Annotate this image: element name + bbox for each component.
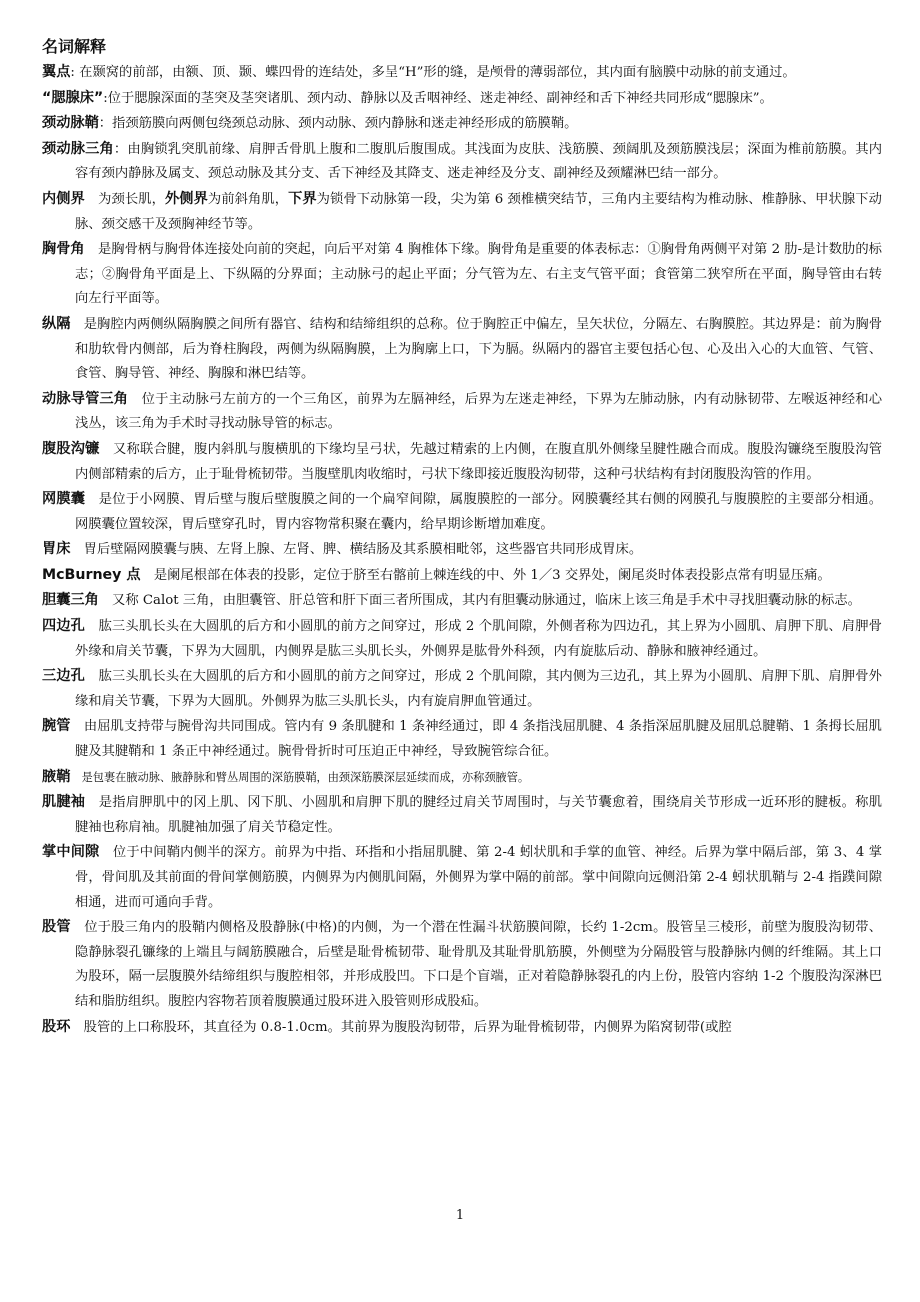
definition-entry xyxy=(42,915,882,1014)
term: 胆囊三角 xyxy=(42,592,99,609)
definition-text: : 在颞窝的前部，由额、顶、颞、蝶四骨的连结处，多呈“H”形的缝，是颅骨的薄弱部位，其内面有脑膜中动脉的前支通过。 xyxy=(70,65,796,80)
definition-text: 是包裹在腋动脉、腋静脉和臂丛周围的深筋膜鞘，由颈深筋膜深层延续而成，亦称颈腋管。 xyxy=(70,770,530,784)
definition-text: 位于股三角内的股鞘内侧格及股静脉(中格)的内侧，为一个潜在性漏斗状筋膜间隙，长约 1-2cm。股管呈三棱形，前壁为腹股沟韧带、隐静脉裂孔镰缘的上端且与阔筋膜融合，后壁是耻骨梳韧带、耻骨肌及其耻骨肌筋膜，外侧壁为分隔股管与股静脉内侧的纤维隔。其上口为股环，隔一层腹膜外结缔组织与腹腔相邻，并形成股凹。下口是个盲端，正对着隐静脉裂孔的内上份，股管内容纳 1-2 个腹股沟深淋巴结和脂肪组织。腹腔内容物若顶着腹膜通过股环进入股管则形成股疝。 xyxy=(70,920,882,1009)
definition-text: 又称 Calot 三角，由胆囊管、肝总管和肝下面三者所围成，其内有胆囊动脉通过，临床上该三角是手术中寻找胆囊动脉的标志。 xyxy=(98,593,861,609)
term: 掌中间隙 xyxy=(42,844,100,861)
term: 胃床 xyxy=(42,541,71,558)
term: 颈动脉三角 xyxy=(42,140,114,157)
definition-entry xyxy=(42,563,882,589)
definition-text: 由屈肌支持带与腕骨沟共同围成。管内有 9 条肌腱和 1 条神经通过，即 4 条指浅屈肌腱、4 条指深屈肌腱及屈肌总腱鞘、1 条拇长屈肌腱及其腱鞘和 1 条正中神经通过。腕骨骨折时可压迫正中神经，导致腕管综合征。 xyxy=(70,719,882,760)
definition-text: 为锁骨下动脉第一段，尖为第 6 颈椎横突结节，三角内主要结构为椎动脉、椎静脉、甲状腺下动脉、颈交感干及颈胸神经节等。 xyxy=(75,191,882,232)
definition-entry xyxy=(42,790,882,840)
definition-entry xyxy=(42,312,882,387)
term: 腹股沟镰 xyxy=(42,440,100,457)
definition-entry xyxy=(42,714,882,764)
definition-text: 为前斜角肌， xyxy=(207,191,289,207)
term: 动脉导管三角 xyxy=(42,390,129,407)
term: 股管 xyxy=(42,919,71,936)
definition-text: 是胸骨柄与胸骨体连接处向前的突起，向后平对第 4 胸椎体下缘。胸骨角是重要的体表标志：①胸骨角两侧平对第 2 肋-是计数肋的标志；②胸骨角平面是上、下纵隔的分界面；主动脉弓的起止平面；分气管为左、右主支气管平面；食管第二狭窄所在平面，胸导管由右转向左行平面等。 xyxy=(75,242,882,307)
definition-entry xyxy=(42,437,882,487)
term: 三边孔 xyxy=(42,668,86,685)
term: 外侧界 xyxy=(165,190,208,207)
section-title: 名词解释 xyxy=(42,37,107,56)
term: 翼点 xyxy=(42,64,71,80)
definition-entry xyxy=(42,86,882,112)
definition-text: :位于腮腺深面的茎突及茎突诸肌、颈内动、静脉以及舌咽神经、迷走神经、副神经和舌下神经共同形成“腮腺床”。 xyxy=(103,90,773,106)
term: 下界 xyxy=(288,190,317,207)
term: 腋鞘 xyxy=(42,768,71,785)
definition-text: ：由胸锁乳突肌前缘、肩胛舌骨肌上腹和二腹肌后腹围成。其浅面为皮肤、浅筋膜、颈阔肌及颈筋膜浅层；深面为椎前筋膜。其内容有颈内静脉及属支、颈总动脉及其分支、舌下神经及其降支、迷走神经及分支、副神经及颈耀淋巴结一部分。 xyxy=(75,141,882,182)
definition-entry xyxy=(42,588,882,614)
definition-entry xyxy=(42,840,882,915)
term: 颈动脉鞘 xyxy=(42,115,99,132)
term: 四边孔 xyxy=(42,618,86,635)
definition-entry xyxy=(42,111,882,137)
definition-entry xyxy=(42,537,882,563)
page-number: 1 xyxy=(455,1208,465,1223)
definition-entry xyxy=(42,237,882,312)
definition-entry xyxy=(42,137,882,187)
definition-entry xyxy=(42,60,882,86)
term: 胸骨角 xyxy=(42,241,85,258)
definition-text: 为颈长肌， xyxy=(84,191,166,207)
definition-text: 股管的上口称股环，其直径为 0.8-1.0cm。其前界为腹股沟韧带，后界为耻骨梳韧带，内侧界为陷窝韧带(或腔 xyxy=(70,1019,732,1035)
document-page xyxy=(42,34,882,1040)
term: 纵隔 xyxy=(42,315,71,332)
definition-entry xyxy=(42,387,882,437)
definition-text: 肱三头肌长头在大圆肌的后方和小圆肌的前方之间穿过，形成 2 个肌间隙，其内侧为三边孔，其上界为小圆肌、肩胛下肌、肩胛骨外缘和肩关节囊，下界为大圆肌。外侧界为肱三头肌长头，内有旋肩胛血管通过。 xyxy=(75,669,882,709)
definition-text: 是胸腔内两侧纵隔胸膜之间所有器官、结构和结缔组织的总称。位于胸腔正中偏左，呈矢状位，分隔左、右胸膜腔。其边界是：前为胸骨和肋软骨内侧部，后为脊柱胸段，两侧为纵隔胸膜，上为胸廓上口，下为膈。纵隔内的器官主要包括心包、心及出入心的大血管、气管、食管、胸导管、神经、胸腺和淋巴结等。 xyxy=(70,316,882,382)
definition-entry xyxy=(42,614,882,664)
term: 腕管 xyxy=(42,718,71,735)
definition-text: ：指颈筋膜向两侧包绕颈总动脉、颈内动脉、颈内静脉和迷走神经形成的筋膜鞘。 xyxy=(98,116,578,132)
definition-text: 是阑尾根部在体表的投影，定位于脐至右髂前上棘连线的中、外 1／3 交界处，阑尾炎时体表投影点常有明显压痛。 xyxy=(140,567,831,583)
definition-text: 是位于小网膜、胃后壁与腹后壁腹膜之间的一个扁窄间隙，属腹膜腔的一部分。网膜囊经其右侧的网膜孔与腹膜腔的主要部分相通。网膜囊位置较深，胃后壁穿孔时，胃内容物常积聚在囊内，给早期诊断增加难度。 xyxy=(75,492,882,532)
definition-text: 位于中间鞘内侧半的深方。前界为中指、环指和小指屈肌腱、第 2-4 蚓状肌和手掌的血管、神经。后界为掌中隔后部，第 3、4 掌骨，骨间肌及其前面的骨间掌侧筋膜，内侧界为内侧肌间隔，外侧界为掌中隔的前部。掌中间隙向远侧沿第 2-4 蚓状肌鞘与 2-4 指蹼间隙相通，进而可通向手背。 xyxy=(75,845,882,910)
term: “腮腺床” xyxy=(42,89,104,106)
term: 股环 xyxy=(42,1018,71,1035)
definition-text: 胃后壁隔网膜囊与胰、左肾上腺、左肾、脾、横结肠及其系膜相毗邻，这些器官共同形成胃床。 xyxy=(70,542,643,558)
definition-entry xyxy=(42,664,882,714)
term: 肌腱袖 xyxy=(42,794,86,811)
definition-entry xyxy=(42,187,882,237)
term: 内侧界 xyxy=(42,190,85,207)
definition-entry xyxy=(42,1015,882,1041)
term: McBurney 点 xyxy=(42,566,141,583)
definition-text: 是指肩胛肌中的冈上肌、冈下肌、小圆肌和肩胛下肌的腱经过肩关节周围时，与关节囊愈着，围绕肩关节形成一近环形的腱板。称肌腱袖也称肩袖。肌腱袖加强了肩关节稳定性。 xyxy=(75,795,882,835)
definition-text: 位于主动脉弓左前方的一个三角区，前界为左膈神经，后界为左迷走神经，下界为左肺动脉，内有动脉韧带、左喉返神经和心浅丛，该三角为手术时寻找动脉导管的标志。 xyxy=(75,391,882,432)
definition-text: 又称联合腱，腹内斜肌与腹横肌的下缘均呈弓状，先越过精索的上内侧，在腹直肌外侧缘呈腱性融合而成。腹股沟镰绕至腹股沟管内侧部精索的后方，止于耻骨梳韧带。当腹壁肌肉收缩时，弓状下缘即接近腹股沟韧带，这种弓状结构有封闭腹股沟管的作用。 xyxy=(75,441,882,482)
term: 网膜囊 xyxy=(42,491,86,508)
definition-entry xyxy=(42,765,882,791)
definition-entry xyxy=(42,487,882,537)
definition-text: 肱三头肌长头在大圆肌的后方和小圆肌的前方之间穿过，形成 2 个肌间隙，外侧者称为四边孔，其上界为小圆肌、肩胛下肌、肩胛骨外缘和肩关节囊，下界为大圆肌，内侧界是肱三头肌长头，外侧界是肱骨外科颈，内有旋肱后动、静脉和腋神经通过。 xyxy=(75,619,882,659)
